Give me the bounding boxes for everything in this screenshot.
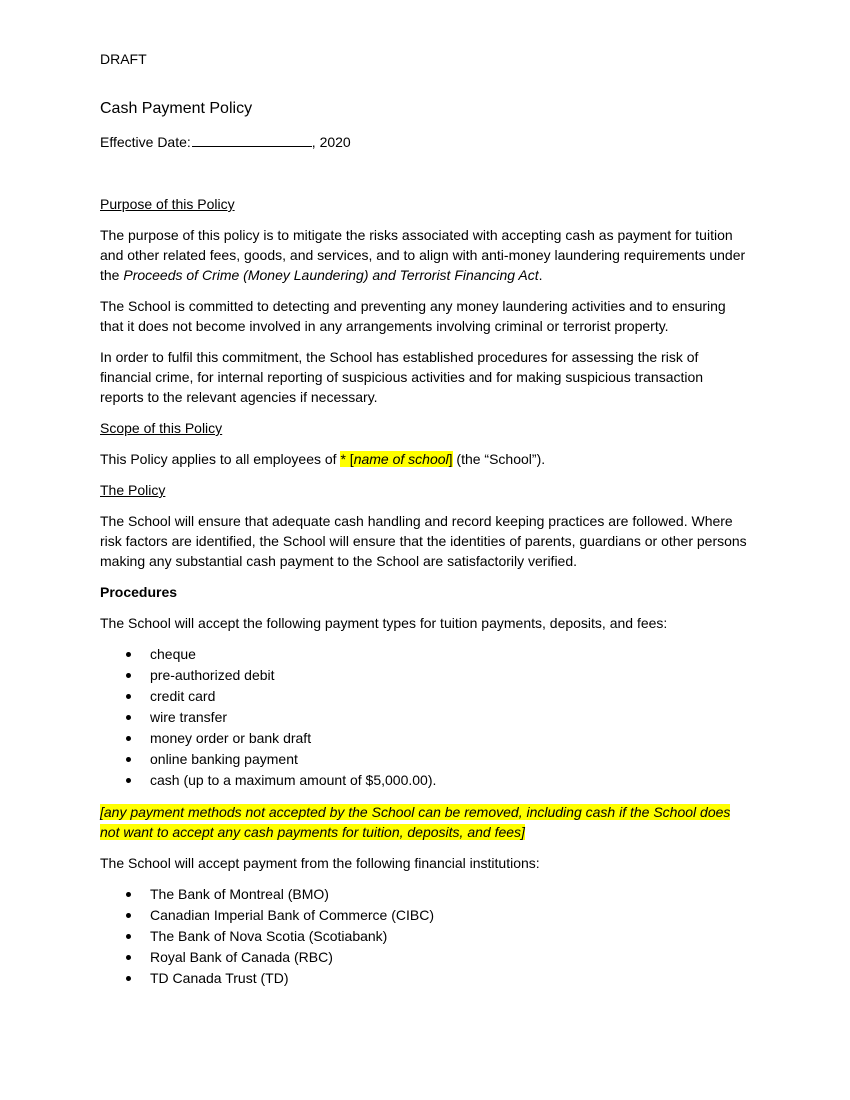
placeholder-name: name of school — [353, 451, 449, 467]
bullet-icon — [126, 757, 131, 762]
bullet-icon — [126, 892, 131, 897]
payment-type-item-text: online banking payment — [150, 751, 298, 767]
purpose-p1-start: The purpose of this policy is to mitigate the risks associated with accepting cash as payment for tuition and other related fees, goods, and services, and to align with anti-money laundering requirements under the — [100, 227, 746, 283]
institution-item — [100, 905, 750, 926]
scope-text-start: This Policy applies to all employees of — [100, 451, 341, 467]
policy-paragraph: The School will ensure that adequate cash handling and record keeping practices are followed. Where risk factors are identified, the School will ensure that the identities of parents, guardians or other persons making any substantial cash payment to the School are satisfactorily verified. — [100, 513, 747, 569]
payment-types-intro: The School will accept the following payment types for tuition payments, deposits, and fees: — [100, 615, 668, 631]
institution-item-text: Canadian Imperial Bank of Commerce (CIBC) — [150, 907, 434, 923]
payment-type-item-text: money order or bank draft — [150, 730, 312, 746]
effective-date-blank — [192, 132, 312, 147]
payment-type-item — [100, 770, 750, 791]
institutions-list — [100, 884, 750, 989]
institutions-intro: The School will accept payment from the following financial institutions: — [100, 855, 540, 871]
institution-item — [100, 947, 750, 968]
payment-types-list — [100, 644, 750, 791]
payment-note: [any payment methods not accepted by the School can be removed, including cash if the School does not want to accept any cash payments for tuition, deposits, and fees] — [100, 804, 731, 840]
payment-type-item-text: wire transfer — [150, 709, 228, 725]
effective-date-label: Effective Date: — [100, 134, 191, 150]
institution-item-text: Royal Bank of Canada (RBC) — [150, 949, 333, 965]
payment-type-item-text: credit card — [150, 688, 216, 704]
bullet-icon — [126, 715, 131, 720]
payment-type-item-text: pre-authorized debit — [150, 667, 275, 683]
payment-type-item — [100, 686, 750, 707]
placeholder-suffix: ] — [448, 451, 453, 467]
payment-type-item — [100, 749, 750, 770]
payment-note-paragraph — [100, 802, 750, 842]
bullet-icon — [126, 976, 131, 981]
draft-label: DRAFT — [100, 51, 147, 67]
payment-type-item — [100, 665, 750, 686]
effective-date-year: , 2020 — [311, 134, 351, 150]
bullet-icon — [126, 694, 131, 699]
institution-item-text: TD Canada Trust (TD) — [150, 970, 289, 986]
payment-type-item-text: cheque — [150, 646, 196, 662]
payment-type-item — [100, 707, 750, 728]
bullet-icon — [126, 652, 131, 657]
bullet-icon — [126, 673, 131, 678]
bullet-icon — [126, 955, 131, 960]
school-name-placeholder — [340, 451, 452, 467]
purpose-heading: Purpose of this Policy — [100, 196, 235, 212]
procedures-heading: Procedures — [100, 584, 178, 600]
payment-type-item — [100, 644, 750, 665]
purpose-p1-end: . — [538, 267, 543, 283]
scope-paragraph — [100, 449, 750, 469]
institution-item — [100, 884, 750, 905]
payment-type-item — [100, 728, 750, 749]
act-name: Proceeds of Crime (Money Laundering) and Terrorist Financing Act — [123, 267, 539, 283]
bullet-icon — [126, 913, 131, 918]
institution-item — [100, 926, 750, 947]
document-body — [100, 194, 750, 1000]
bullet-icon — [126, 934, 131, 939]
institution-item-text: The Bank of Montreal (BMO) — [150, 886, 329, 902]
placeholder-prefix: * [ — [340, 451, 354, 467]
purpose-paragraph-3: In order to fulfil this commitment, the School has established procedures for assessing the risk of financial crime, for internal reporting of suspicious activities and for making suspicious transaction reports to the relevant agencies if necessary. — [100, 349, 704, 405]
bullet-icon — [126, 778, 131, 783]
policy-heading: The Policy — [100, 482, 166, 498]
scope-text-end: (the “School”). — [452, 451, 546, 467]
effective-date-line — [100, 132, 351, 152]
institution-item — [100, 968, 750, 989]
institution-item-text: The Bank of Nova Scotia (Scotiabank) — [150, 928, 388, 944]
purpose-paragraph-1 — [100, 225, 750, 285]
document-title: Cash Payment Policy — [100, 100, 253, 117]
scope-heading: Scope of this Policy — [100, 420, 223, 436]
bullet-icon — [126, 736, 131, 741]
payment-type-item-text: cash (up to a maximum amount of $5,000.00). — [150, 772, 437, 788]
purpose-paragraph-2: The School is committed to detecting and preventing any money laundering activities and to ensuring that it does not become involved in any arrangements involving criminal or terrorist property. — [100, 298, 726, 334]
